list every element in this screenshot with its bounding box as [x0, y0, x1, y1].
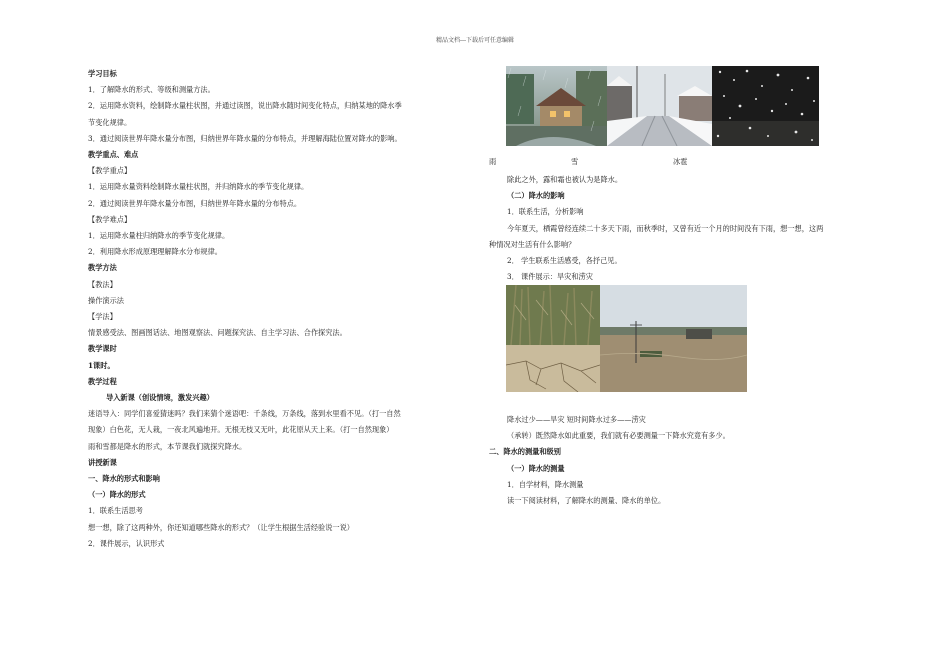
left-paragraph: 迷语导入：同学们喜爱猜迷吗？我们来猜个迷语吧：千条线，万条线，落到水里看不见。（打一自然	[88, 409, 401, 419]
left-paragraph: 【教学重点】	[88, 166, 132, 176]
caption-snow: 雪	[571, 157, 579, 166]
left-paragraph: 教学重点、难点	[88, 150, 139, 160]
left-paragraph: 2．利用降水形成原理理解降水分布规律。	[88, 247, 222, 257]
left-paragraph: 雨和雪都是降水的形式，本节课我们就探究降水。	[88, 441, 247, 451]
left-paragraph: 2．课件展示，认识形式	[88, 538, 165, 548]
right_b-paragraph: 1．自学材料，降水测量	[507, 479, 584, 489]
left-paragraph: 一、降水的形式和影响	[88, 474, 160, 484]
left-paragraph: 3．通过阅读世界年降水量分布图，归纳世界年降水量的分布特点，并理解海陆位置对降水的影响。	[88, 133, 402, 143]
right_a-paragraph: 2． 学生联系生活感受，各抒己见。	[507, 256, 622, 266]
left-paragraph: 教学方法	[88, 263, 117, 273]
left-paragraph: 现象）白色花，无人栽，一夜北风遍地开。无根无枝又无叶，此花原从天上来。（打一自然现象）	[88, 425, 394, 435]
left-paragraph: 【学法】	[88, 312, 117, 322]
rain-photo	[506, 66, 607, 146]
left-paragraph: 讲授新课	[88, 457, 117, 467]
left-paragraph: 2．通过阅读世界年降水量分布图，归纳世界年降水量的分布特点。	[88, 198, 302, 208]
left-paragraph: 【教法】	[88, 279, 117, 289]
left-paragraph: 2．运用降水资料，绘制降水量柱状图，并通过读图，说出降水随时间变化特点，归纳某地的降水季	[88, 101, 402, 111]
right_b-paragraph: 二、降水的测量和级别	[489, 447, 561, 457]
right_a-paragraph: 1．联系生活，分析影响	[507, 207, 584, 217]
hail-photo	[712, 66, 819, 146]
snow-photo	[607, 66, 712, 146]
disaster-photos	[506, 285, 747, 392]
page-header: 精品文档---下载后可任意编辑	[435, 37, 515, 44]
right_b-paragraph: （承转）既然降水如此重要，我们就有必要测量一下降水究竟有多少。	[507, 431, 730, 441]
drought-photo	[506, 285, 600, 392]
left-paragraph: 1．运用降水量资料绘制降水量柱状图，并归纳降水的季节变化规律。	[88, 182, 309, 192]
left-paragraph: 1．联系生活思考	[88, 506, 143, 516]
left-paragraph: 1．运用降水量柱归纳降水的季节变化规律。	[88, 231, 230, 241]
left-paragraph: 学习目标	[88, 69, 117, 78]
left-column	[88, 66, 460, 552]
right_a-paragraph: 种情况对生活有什么影响？	[489, 239, 576, 249]
left-paragraph: 1课时。	[88, 360, 115, 370]
right-column-b	[489, 412, 881, 509]
caption-hail: 冰雹	[673, 157, 688, 166]
left-paragraph: （一）降水的形式	[88, 490, 146, 500]
right_a-paragraph: 3． 课件展示：旱灾和涝灾	[507, 272, 593, 282]
right-column-a	[489, 172, 881, 285]
left-paragraph: 教学课时	[88, 344, 117, 354]
left-paragraph: 导入新课（创设情境，激发兴趣）	[106, 393, 214, 403]
right_a-paragraph: （二）降水的影响	[507, 191, 565, 201]
right_b-paragraph: 读一下阅读材料，了解降水的测量、降水的单位。	[507, 496, 666, 506]
right_a-paragraph: 除此之外，露和霜也被认为是降水。	[507, 175, 623, 184]
left-paragraph: 想一想，除了这两种外，你还知道哪些降水的形式？（让学生根据生活经验说一说）	[88, 522, 354, 532]
right_b-paragraph: （一）降水的测量	[507, 463, 565, 473]
flood-photo	[600, 285, 747, 392]
right_a-paragraph: 今年夏天，栖霞曾经连续二十多天下雨，而秋季时，又曾有近一个月的时间没有下雨，想一想，这两	[507, 223, 824, 233]
left-paragraph: 操作演示法	[88, 295, 124, 305]
left-paragraph: 【教学难点】	[88, 214, 132, 224]
left-paragraph: 1．了解降水的形式、等级和测量方法。	[88, 85, 215, 95]
caption-rain: 雨	[489, 157, 497, 166]
right_b-paragraph: 降水过少——旱灾 短时间降水过多——涝灾	[507, 415, 646, 424]
left-paragraph: 教学过程	[88, 376, 117, 386]
left-paragraph: 情景感受法、图画图话法、地图观察法、问题探究法、自主学习法、合作探究法。	[88, 328, 347, 338]
left-paragraph: 节变化规律。	[88, 117, 132, 127]
precipitation-photos	[506, 66, 819, 146]
